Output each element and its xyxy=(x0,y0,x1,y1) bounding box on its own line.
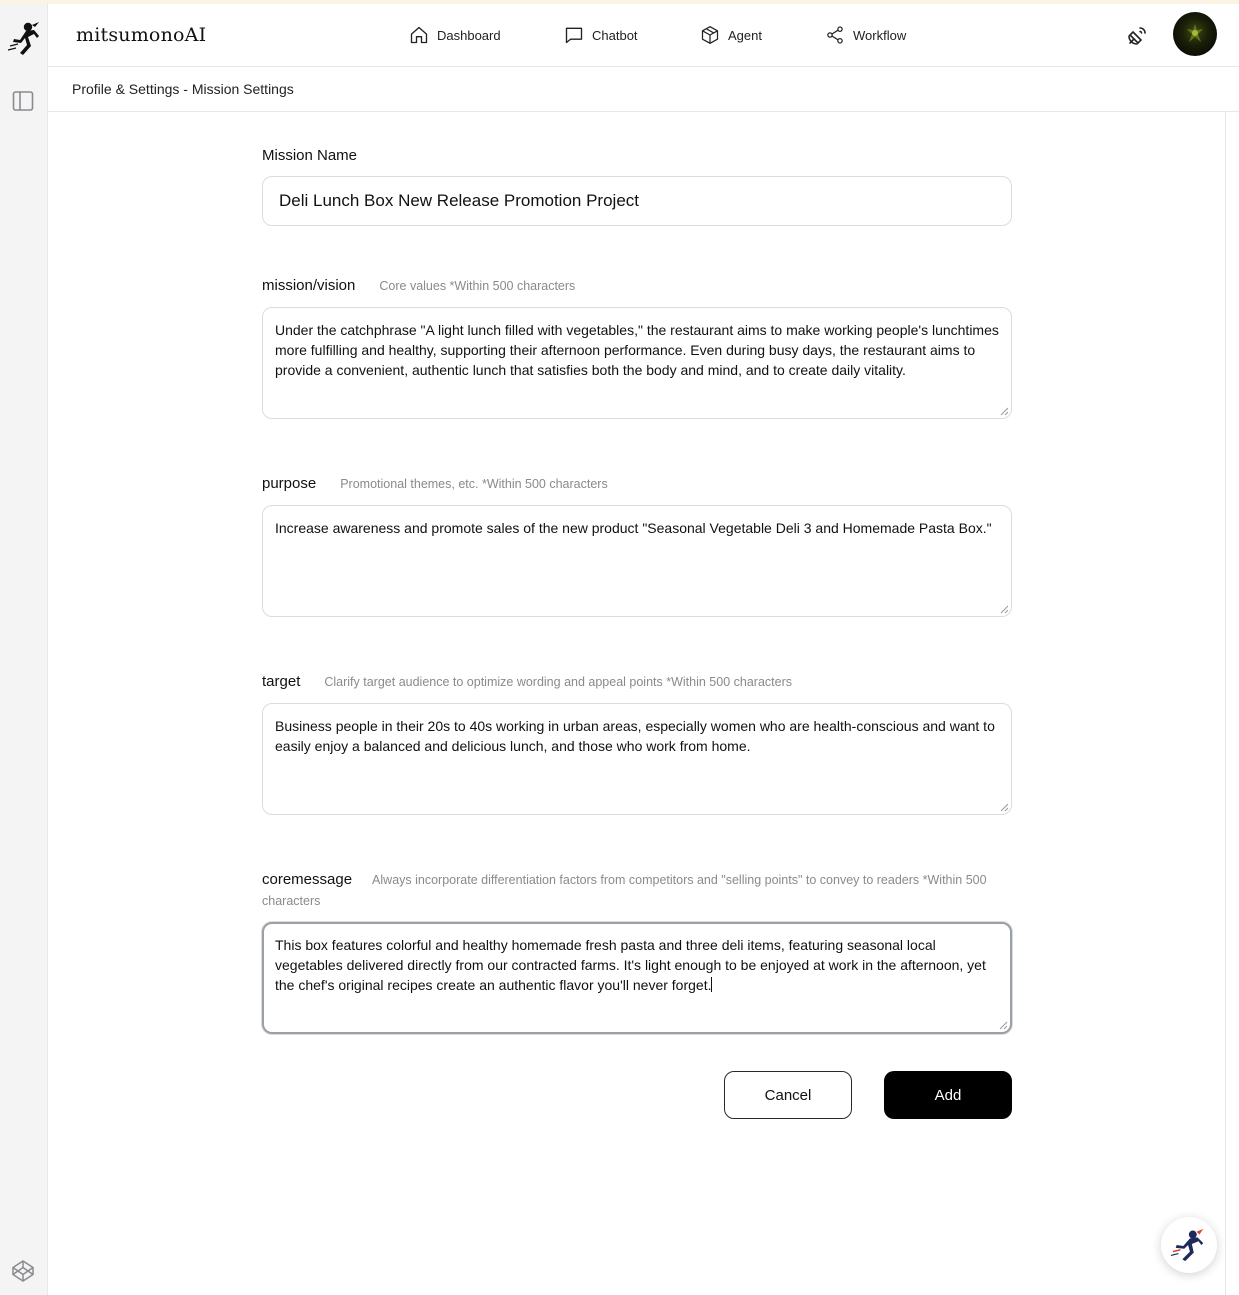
target-label: target xyxy=(262,673,301,690)
target-label-row xyxy=(262,673,792,690)
user-avatar[interactable] xyxy=(1173,12,1217,56)
resize-grip-icon[interactable] xyxy=(1000,605,1009,614)
nav-item-workflow[interactable] xyxy=(825,24,906,46)
nav-label-chatbot: Chatbot xyxy=(592,27,638,43)
breadcrumb-bar xyxy=(48,67,1239,112)
core-message-hint: Always incorporate differentiation factors from competitors and "selling points" to convey to readers *Within 500 characters xyxy=(262,873,987,908)
target-textarea[interactable] xyxy=(262,703,1012,815)
purpose-textarea[interactable] xyxy=(262,505,1012,617)
mission-vision-hint: Core values *Within 500 characters xyxy=(379,279,576,293)
purpose-label-row xyxy=(262,475,608,492)
breadcrumb: Profile & Settings - Mission Settings xyxy=(72,81,294,97)
cube-icon xyxy=(700,25,720,45)
nav-label-workflow: Workflow xyxy=(853,27,907,43)
nav-item-chatbot[interactable] xyxy=(564,24,638,46)
target-text: Business people in their 20s to 40s working in urban areas, especially women who are health-conscious and want to easily enjoy a balanced and delicious lunch, and those who work from home. xyxy=(275,718,995,754)
content-divider xyxy=(1225,112,1226,1295)
codepen-cube-icon[interactable] xyxy=(11,1259,35,1283)
cancel-button[interactable]: Cancel xyxy=(724,1071,852,1119)
core-message-label-row xyxy=(262,869,1012,912)
left-rail xyxy=(0,4,48,1295)
nav-label-agent: Agent xyxy=(728,27,762,43)
mission-name-label-row xyxy=(262,147,357,164)
purpose-label: purpose xyxy=(262,475,317,492)
chat-icon xyxy=(564,25,584,45)
add-button[interactable]: Add xyxy=(884,1071,1012,1119)
resize-grip-icon[interactable] xyxy=(999,1021,1008,1030)
core-message-text: This box features colorful and healthy homemade fresh pasta and three deli items, featuring seasonal local vegetables delivered directly from our contracted farms. It's light enough to be enjoyed at work in the afternoon, yet the chef's original recipes create an authentic flavor you'll never forget. xyxy=(275,937,986,993)
mission-name-label: Mission Name xyxy=(262,147,358,164)
ninja-mascot-icon xyxy=(1170,1226,1208,1264)
home-icon xyxy=(409,25,429,45)
nav-item-dashboard[interactable] xyxy=(409,24,501,46)
text-caret xyxy=(711,977,712,992)
mission-name-input[interactable]: Deli Lunch Box New Release Promotion Project xyxy=(262,176,1012,226)
share-nodes-icon xyxy=(825,25,845,45)
purpose-hint: Promotional themes, etc. *Within 500 characters xyxy=(340,477,608,491)
nav-item-agent[interactable] xyxy=(700,24,762,46)
target-hint: Clarify target audience to optimize wording and appeal points *Within 500 characters xyxy=(324,675,792,689)
core-message-label: coremessage xyxy=(262,871,353,888)
ninja-logo-icon[interactable] xyxy=(6,20,42,60)
resize-grip-icon[interactable] xyxy=(1000,407,1009,416)
mission-vision-label-row xyxy=(262,277,575,294)
resize-grip-icon[interactable] xyxy=(1000,803,1009,812)
purpose-text: Increase awareness and promote sales of the new product "Seasonal Vegetable Deli 3 and Homemade Pasta Box." xyxy=(275,520,992,536)
mission-vision-label: mission/vision xyxy=(262,277,356,294)
assistant-fab-button[interactable] xyxy=(1161,1217,1217,1273)
mission-vision-textarea[interactable] xyxy=(262,307,1012,419)
nav-label-dashboard: Dashboard xyxy=(437,27,501,43)
core-message-textarea[interactable] xyxy=(262,922,1012,1034)
mission-vision-text: Under the catchphrase "A light lunch filled with vegetables," the restaurant aims to make working people's lunchtimes more fulfilling and healthy, supporting their afternoon performance. Even during busy days, the restaurant aims to provide a convenient, authentic lunch that satisfies both the body and mind, and to create daily vitality. xyxy=(275,322,999,378)
brand-name[interactable]: mitsumonoAI xyxy=(76,24,207,46)
toggle-sidebar-icon[interactable] xyxy=(11,89,35,113)
top-header xyxy=(48,4,1239,67)
satellite-icon[interactable] xyxy=(1125,24,1149,48)
